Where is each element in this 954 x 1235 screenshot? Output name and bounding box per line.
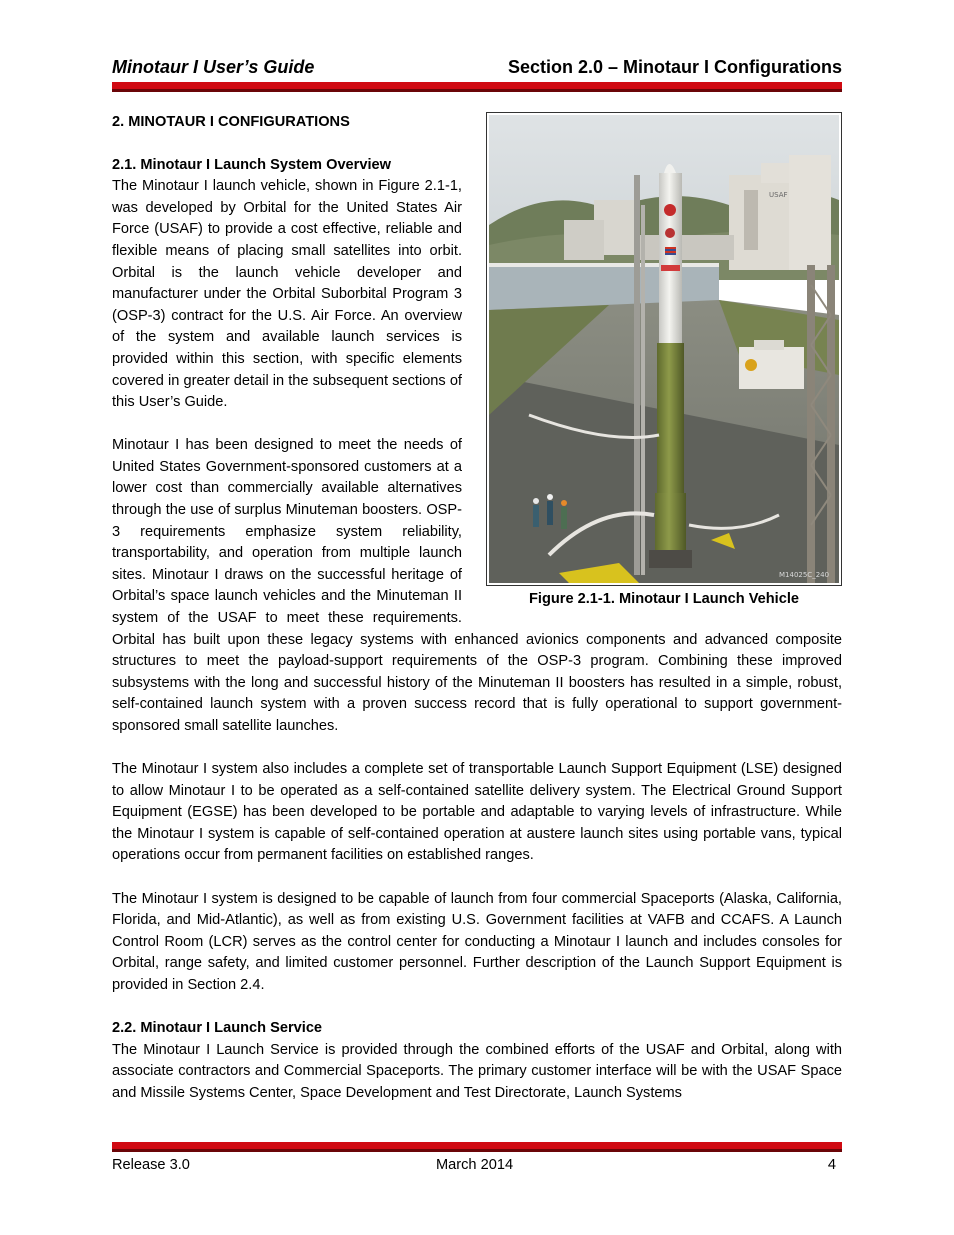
paragraph-overview-1: The Minotaur I launch vehicle, shown in Figure 2.1-1, was developed by Orbital for the United States Air Force (USAF) to provide a cost effective, reliable and flexible means of placing small satellites into orbit. Orbital is the launch vehicle developer and manufacturer under the Orbital Suborbital Program 3 (OSP-3) contract for the U.S. Air Force. An overview of the system and available launch services is provided within this section, with specific elements covered in greater detail in the subsequent sections of this User’s Guide.: [112, 178, 462, 411]
header-guide-title: Minotaur I User’s Guide: [112, 57, 315, 77]
paragraph-spaceports: The Minotaur I system is designed to be capable of launch from four commercial Spaceports (Alaska, California, Florida, and Mid-Atlantic), as well as from existing U.S. Government facilities at VAFB and CCAFS. A Launch Control Room (LCR) serves as the control center for conducting a Minotaur I launch and includes consoles for Orbital, range safety, and limited customer personnel. Further description of the Launch Support Equipment is provided in Section 2.4.: [112, 890, 842, 993]
subsection-heading-2-2: 2.2. Minotaur I Launch Service: [112, 1019, 323, 1036]
photo-tag: M14025C_240: [779, 571, 830, 579]
header-rule: [112, 82, 842, 89]
page-number: 4: [827, 1157, 836, 1173]
paragraph-launch-service: The Minotaur I Launch Service is provided through the combined efforts of the USAF and Orbital, along with associate contractors and Commercial Spaceports. The primary customer interface will be with the USAF Space and Missile Systems Center, Space Development and Test Directorate, Launch Systems: [112, 1041, 842, 1101]
subsection-heading-2-1: 2.1. Minotaur I Launch System Overview: [112, 156, 391, 173]
footer-release: Release 3.0: [112, 1157, 190, 1173]
photo-frame: [486, 112, 842, 586]
header-section-title: Section 2.0 – Minotaur I Configurations: [507, 57, 842, 77]
footer-rule-shadow: [112, 1149, 842, 1152]
footer-date: March 2014: [436, 1157, 514, 1173]
footer-rule: [112, 1142, 842, 1149]
figure-caption: Figure 2.1-1. Minotaur I Launch Vehicle: [528, 591, 800, 607]
main-content: [112, 112, 842, 1104]
launch-vehicle-photo: [489, 115, 839, 583]
paragraph-overview-2: Minotaur I has been designed to meet the needs of United States Government-sponsored customers at a lower cost than commercially available alternatives through the use of surplus Minuteman boosters. OSP-3 requirements emphasize system reliability, transportability, and operation from multiple launch sites. Minotaur I draws on the successful heritage of Orbital’s space launch vehicles and the Minuteman II system of the USAF to meet these requirements. Orbital has built upon these legacy systems with enhanced avionics components and advanced composite structures to meet the payload-support requirements of the OSP-3 program. Combining these improved subsystems with the long and successful history of the Minuteman II boosters has resulted in a simple, robust, self-contained launch system with a proven success record that is fully operational to support government-sponsored small satellite launches.: [112, 437, 842, 734]
header-rule-shadow: [112, 89, 842, 92]
figure-launch-vehicle: [486, 112, 842, 611]
paragraph-lse: The Minotaur I system also includes a complete set of transportable Launch Support Equipment (LSE) designed to allow Minotaur I to be operated as a self-contained satellite delivery system. The Electrical Ground Support Equipment (EGSE) has been developed to be portable and adaptable to varying levels of infrastructure. While the Minotaur I system is capable of self-contained operation at austere launch sites using portable vans, typical operations occur from permanent facilities on established ranges.: [112, 761, 842, 864]
section-heading: 2. MINOTAUR I CONFIGURATIONS: [112, 114, 350, 130]
building-lettering: USAF: [769, 191, 788, 199]
